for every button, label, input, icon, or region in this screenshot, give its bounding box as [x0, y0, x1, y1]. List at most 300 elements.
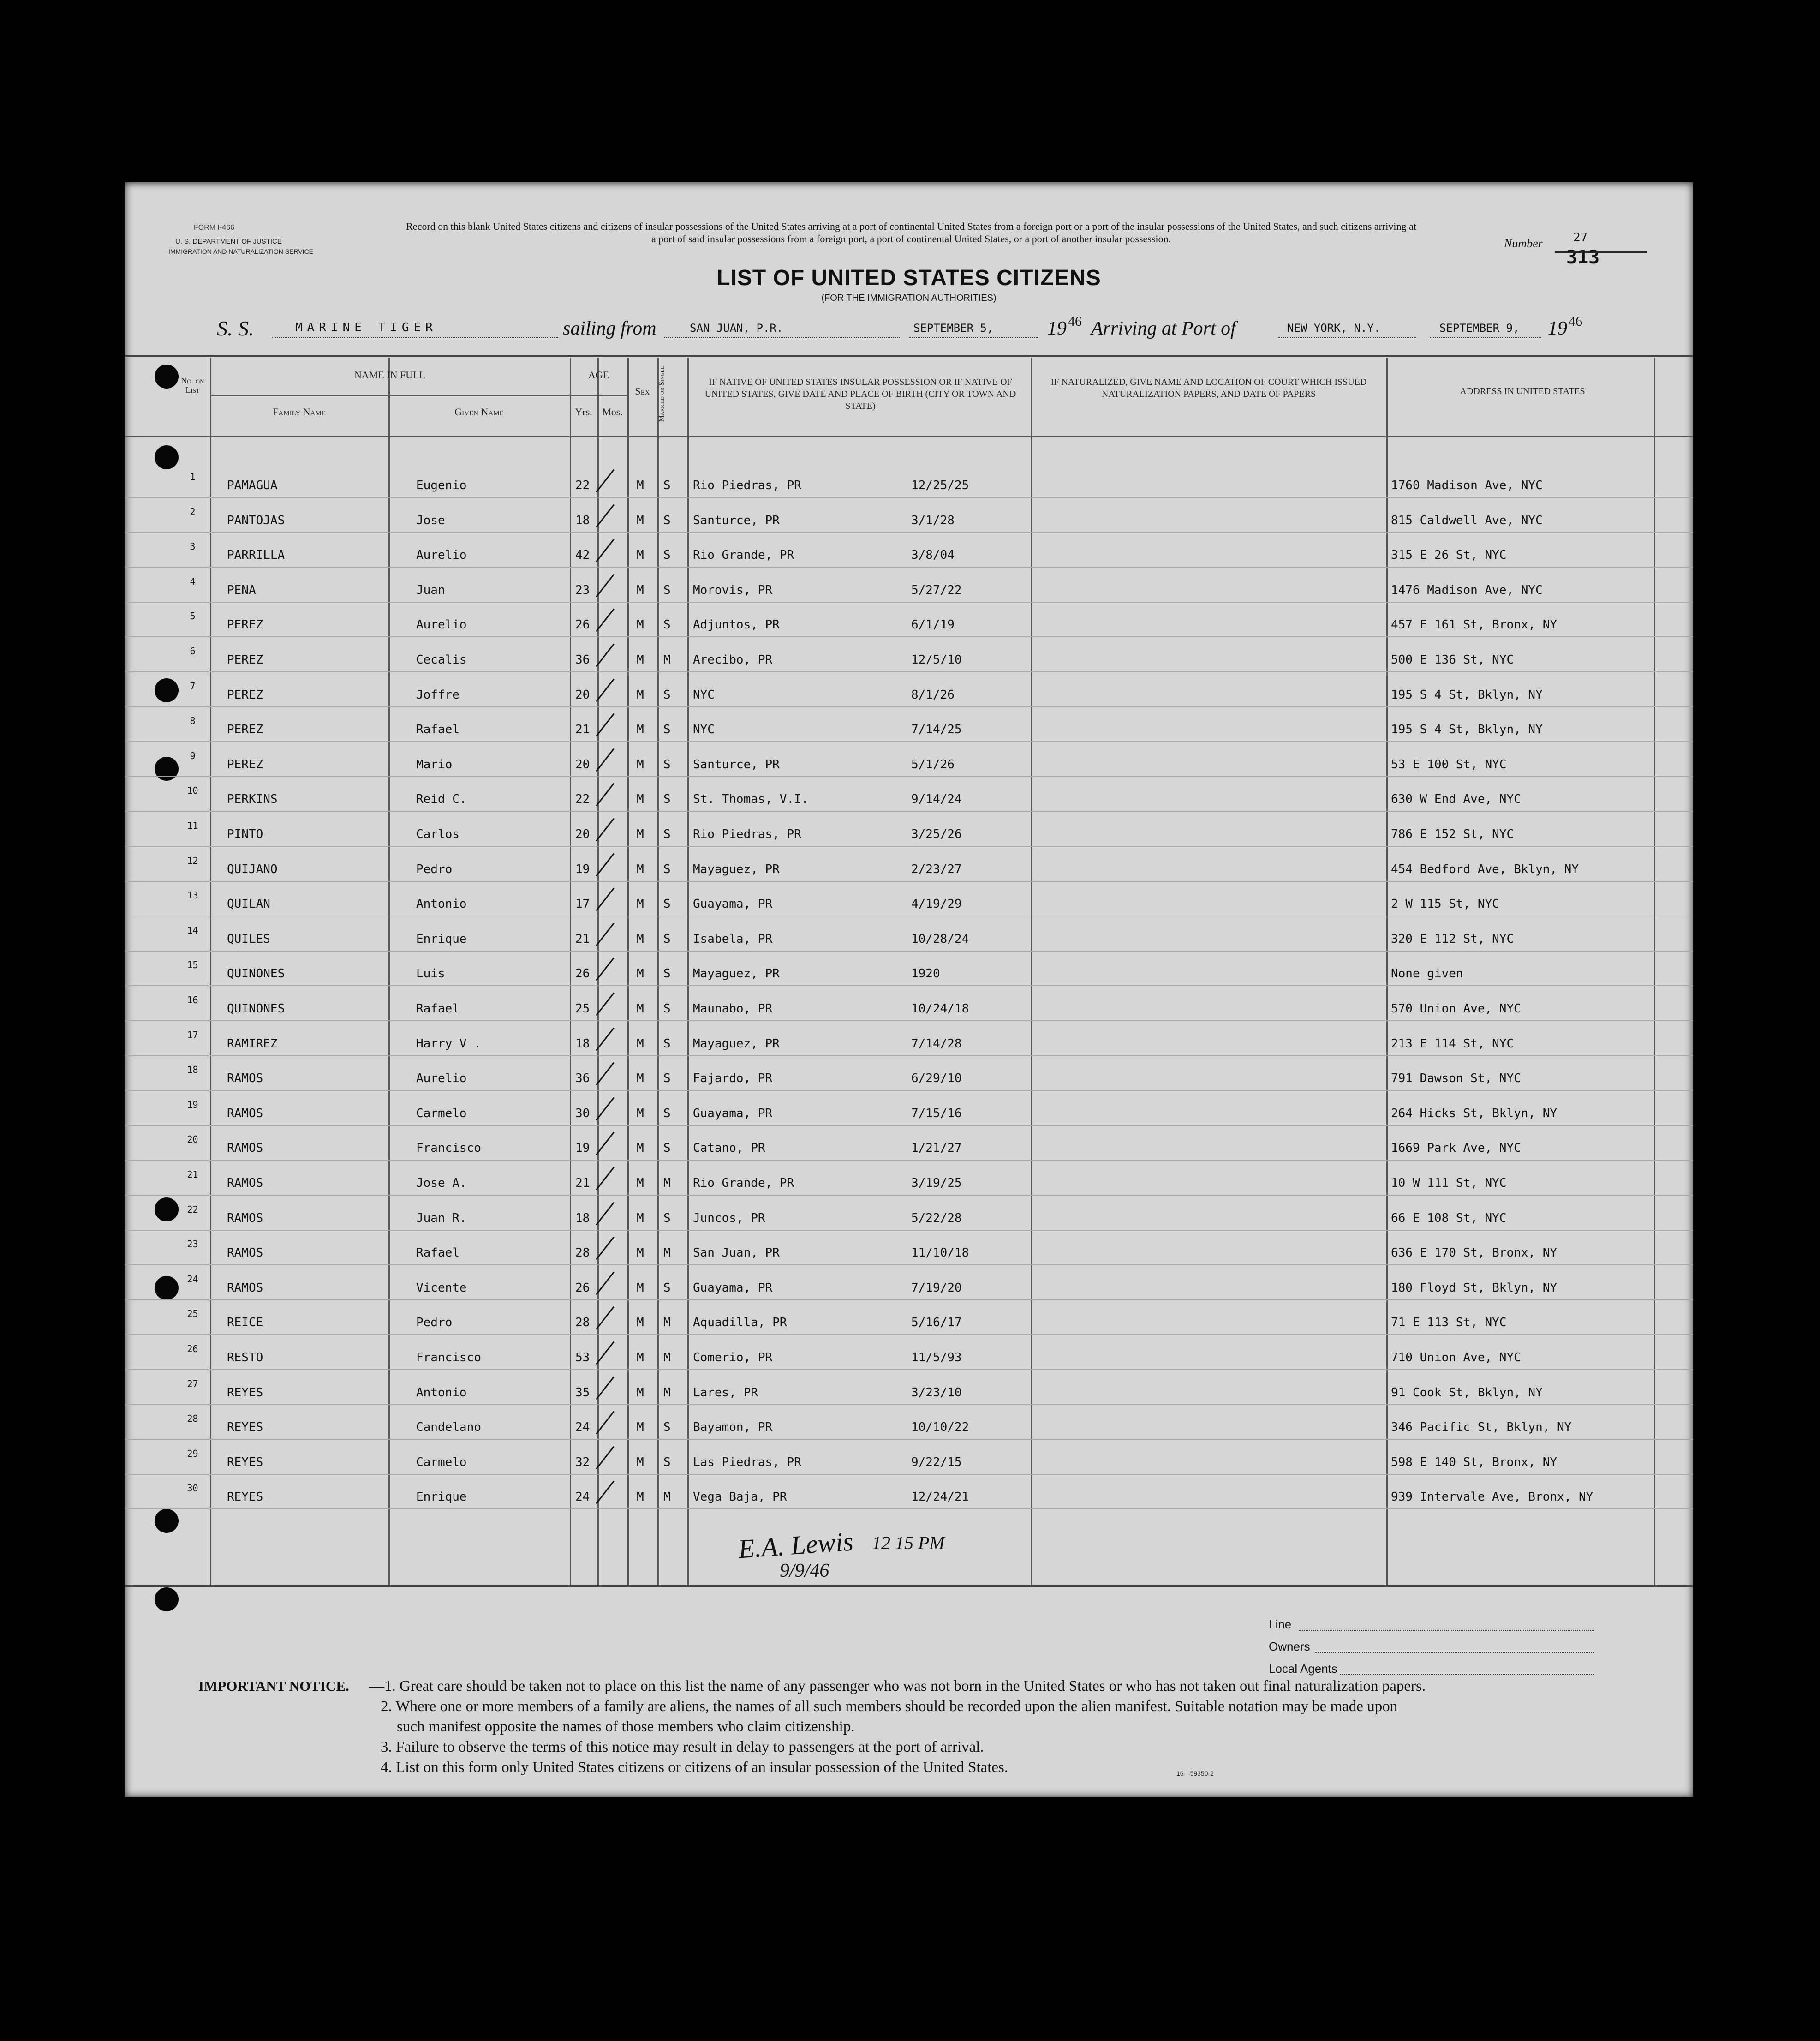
marital-status: S	[663, 1420, 671, 1435]
row-number: 16	[187, 994, 198, 1006]
sex: M	[637, 827, 644, 841]
age-years: 35	[575, 1385, 590, 1400]
birth-place: Adjuntos, PR	[693, 618, 780, 632]
age-years: 20	[575, 757, 590, 772]
address: 1669 Park Ave, NYC	[1391, 1141, 1521, 1155]
table-row	[125, 1267, 1693, 1302]
given-name: Enrique	[416, 1490, 467, 1504]
given-name: Luis	[416, 967, 445, 981]
row-number: 2	[190, 506, 196, 517]
ruled-line	[125, 671, 1693, 672]
address: 598 E 140 St, Bronx, NY	[1391, 1455, 1557, 1469]
sex: M	[637, 1281, 644, 1295]
family-name: RAMIREZ	[227, 1036, 278, 1051]
address: 195 S 4 St, Bklyn, NY	[1391, 723, 1543, 737]
ruled-line	[125, 706, 1693, 707]
given-name: Reid C.	[416, 792, 467, 807]
given-name: Antonio	[416, 1385, 467, 1400]
ship-name: MARINE TIGER	[295, 321, 437, 335]
marital-status: S	[663, 1141, 671, 1155]
sex: M	[637, 618, 644, 632]
table-row	[125, 1442, 1693, 1477]
table-row	[125, 778, 1693, 814]
sex: M	[637, 1246, 644, 1260]
sex: M	[637, 1385, 644, 1400]
address: 213 E 114 St, NYC	[1391, 1036, 1514, 1051]
age-years: 17	[575, 897, 590, 911]
table-row	[125, 1197, 1693, 1233]
birth-date: 3/25/26	[911, 827, 962, 841]
address: 457 E 161 St, Bronx, NY	[1391, 618, 1557, 632]
ship-underline	[272, 337, 558, 338]
given-name: Juan	[416, 583, 445, 597]
arrival-port: NEW YORK, N.Y.	[1287, 322, 1381, 335]
birth-date: 3/23/10	[911, 1385, 962, 1400]
row-number: 24	[187, 1273, 198, 1285]
family-name: RAMOS	[227, 1281, 263, 1295]
ruled-line	[125, 1195, 1693, 1196]
ruled-line	[125, 1055, 1693, 1056]
family-name: RAMOS	[227, 1176, 263, 1190]
marital-status: M	[663, 653, 671, 667]
check-mark	[596, 748, 615, 772]
col-header-age: AGE	[588, 369, 609, 381]
family-name: RAMOS	[227, 1071, 263, 1086]
family-name: RAMOS	[227, 1106, 263, 1120]
birth-place: Guayama, PR	[693, 1281, 773, 1295]
address: 939 Intervale Ave, Bronx, NY	[1391, 1490, 1593, 1504]
notice-3: 3. Failure to observe the terms of this notice may result in delay to passengers at the port of arrival.	[381, 1739, 984, 1755]
address: 264 Hicks St, Bklyn, NY	[1391, 1106, 1557, 1120]
table-row	[125, 814, 1693, 849]
table-row	[125, 1232, 1693, 1267]
form-instructions: Record on this blank United States citizens and citizens of insular possessions of the United States arriving at a port of continental United States from a foreign port or a port of the insular possessions of the United States, and such citizens arriving at a port of said insular possessions from a foreign port, a port of continental United States, or a port of another insular possession.	[406, 221, 1416, 245]
table-bottom-border	[125, 1585, 1693, 1587]
age-years: 28	[575, 1316, 590, 1330]
given-name: Antonio	[416, 897, 467, 911]
check-mark	[596, 1237, 615, 1260]
address: 346 Pacific St, Bklyn, NY	[1391, 1420, 1572, 1435]
col-header-yrs: Yrs.	[575, 406, 592, 418]
birth-place: Morovis, PR	[693, 583, 773, 597]
ruled-line	[125, 636, 1693, 637]
address: 636 E 170 St, Bronx, NY	[1391, 1246, 1557, 1260]
table-row	[125, 604, 1693, 639]
check-mark	[596, 609, 615, 632]
marital-status: M	[663, 1385, 671, 1400]
row-number: 1	[190, 471, 196, 482]
birth-date: 6/1/19	[911, 618, 955, 632]
ruled-line	[125, 602, 1693, 603]
notice-4: 4. List on this form only United States citizens or citizens of an insular possession of the United States.	[381, 1759, 1008, 1776]
family-name: RAMOS	[227, 1141, 263, 1155]
sex: M	[637, 862, 644, 876]
port-underline	[1278, 337, 1416, 338]
line-underline	[1299, 1630, 1594, 1631]
age-years: 22	[575, 479, 590, 492]
check-mark	[596, 1341, 615, 1365]
marital-status: S	[663, 583, 671, 597]
ruled-line	[125, 1334, 1693, 1335]
birth-date: 1/21/27	[911, 1141, 962, 1155]
given-name: Enrique	[416, 932, 467, 946]
service-label: IMMIGRATION AND NATURALIZATION SERVICE	[168, 248, 313, 255]
marital-status: M	[663, 1246, 671, 1260]
given-name: Vicente	[416, 1281, 467, 1295]
check-mark	[596, 1446, 615, 1469]
address: 180 Floyd St, Bklyn, NY	[1391, 1281, 1557, 1295]
table-row	[125, 500, 1693, 535]
row-number: 12	[187, 855, 198, 866]
ruled-line	[125, 1160, 1693, 1161]
marital-status: S	[663, 1106, 671, 1120]
number-top: 27	[1573, 231, 1588, 245]
birth-date: 10/10/22	[911, 1420, 969, 1435]
check-mark	[596, 644, 615, 667]
table-row	[125, 1093, 1693, 1128]
row-number: 23	[187, 1239, 198, 1250]
sex: M	[637, 1036, 644, 1051]
check-mark	[596, 783, 615, 807]
row-number: 27	[187, 1378, 198, 1389]
birth-place: Juncos, PR	[693, 1211, 765, 1225]
arrival-year: 46	[1569, 314, 1582, 329]
ruled-line	[125, 1264, 1693, 1265]
table-row	[125, 569, 1693, 605]
number-label: Number	[1504, 237, 1543, 250]
given-name: Aurelio	[416, 548, 467, 563]
row-number: 14	[187, 924, 198, 936]
check-mark	[596, 1411, 615, 1435]
birth-place: Guayama, PR	[693, 897, 773, 911]
marital-status: S	[663, 1036, 671, 1051]
sex: M	[637, 757, 644, 772]
age-years: 19	[575, 1141, 590, 1155]
table-row	[125, 1372, 1693, 1407]
marital-status: S	[663, 1002, 671, 1016]
birth-place: Arecibo, PR	[693, 653, 773, 667]
family-name: PEREZ	[227, 653, 263, 667]
age-years: 20	[575, 827, 590, 841]
col-header-naturalized: IF NATURALIZED, GIVE NAME AND LOCATION OF COURT WHICH ISSUED NATURALIZATION PAPERS, AND DATE OF PAPERS	[1050, 377, 1367, 399]
row-number: 19	[187, 1099, 198, 1110]
family-name: PINTO	[227, 827, 263, 841]
age-subheader-line	[570, 395, 627, 396]
marital-status: S	[663, 932, 671, 946]
col-header-address: ADDRESS IN UNITED STATES	[1460, 386, 1585, 396]
notice-2a: 2. Where one or more members of a family are aliens, the names of all such members should be recorded upon the alien manifest. Suitable notation may be made upon	[381, 1698, 1398, 1715]
age-years: 18	[575, 1211, 590, 1225]
marital-status: S	[663, 688, 671, 702]
age-years: 26	[575, 1281, 590, 1295]
ruled-line	[125, 1125, 1693, 1126]
age-years: 36	[575, 653, 590, 667]
table-row	[125, 953, 1693, 988]
given-name: Juan R.	[416, 1211, 467, 1225]
birth-date: 9/22/15	[911, 1455, 962, 1469]
ruled-line	[125, 1508, 1693, 1509]
check-mark	[596, 1376, 615, 1400]
arrival-date: SEPTEMBER 9,	[1439, 322, 1520, 335]
col-header-married: Married or Single	[658, 366, 666, 422]
marital-status: S	[663, 513, 671, 527]
table-row	[125, 534, 1693, 569]
address: 1760 Madison Ave, NYC	[1391, 479, 1543, 492]
family-name: PARRILLA	[227, 548, 285, 563]
birth-place: Rio Grande, PR	[693, 548, 794, 563]
address: 10 W 111 St, NYC	[1391, 1176, 1507, 1190]
birth-place: Mayaguez, PR	[693, 1036, 780, 1051]
table-row	[125, 1058, 1693, 1093]
family-name: QUILES	[227, 932, 270, 946]
arrival-underline	[1430, 337, 1541, 338]
age-years: 24	[575, 1420, 590, 1435]
address: 71 E 113 St, NYC	[1391, 1316, 1507, 1330]
birth-place: Las Piedras, PR	[693, 1455, 801, 1469]
owners-underline	[1315, 1652, 1594, 1653]
ruled-line	[125, 497, 1693, 498]
marital-status: S	[663, 862, 671, 876]
marital-status: S	[663, 757, 671, 772]
age-years: 19	[575, 862, 590, 876]
sex: M	[637, 1002, 644, 1016]
address: 91 Cook St, Bklyn, NY	[1391, 1385, 1543, 1400]
sex: M	[637, 688, 644, 702]
given-name: Carmelo	[416, 1455, 467, 1469]
manifest-page	[125, 182, 1693, 1797]
birth-place: St. Thomas, V.I.	[693, 792, 809, 807]
check-mark	[596, 818, 615, 842]
notice-1: —1. Great care should be taken not to place on this list the name of any passenger who was not born in the United States or who has not taken out final naturalization papers.	[369, 1678, 1426, 1694]
table-row	[125, 1127, 1693, 1162]
depart-underline	[909, 337, 1038, 338]
table-row	[125, 1302, 1693, 1337]
birth-date: 6/29/10	[911, 1071, 962, 1086]
age-years: 18	[575, 1036, 590, 1051]
sex: M	[637, 932, 644, 946]
birth-place: NYC	[693, 688, 715, 702]
row-number: 29	[187, 1448, 198, 1459]
marital-status: S	[663, 1211, 671, 1225]
family-name: QUILAN	[227, 897, 270, 911]
table-row	[125, 1023, 1693, 1058]
col-header-given-name: Given Name	[454, 406, 504, 418]
age-years: 26	[575, 967, 590, 981]
sex: M	[637, 479, 644, 492]
age-years: 21	[575, 1176, 590, 1190]
family-name: REYES	[227, 1455, 263, 1469]
row-number: 13	[187, 890, 198, 901]
sailing-underline	[664, 337, 900, 338]
given-name: Eugenio	[416, 479, 467, 492]
given-name: Pedro	[416, 1316, 453, 1330]
agents-underline	[1340, 1674, 1594, 1675]
ruled-line	[125, 1474, 1693, 1475]
marital-status: S	[663, 723, 671, 737]
check-mark	[596, 1062, 615, 1086]
family-name: PEREZ	[227, 757, 263, 772]
birth-place: Mayaguez, PR	[693, 967, 780, 981]
check-mark	[596, 504, 615, 527]
sex: M	[637, 583, 644, 597]
check-mark	[596, 1306, 615, 1330]
address: 815 Caldwell Ave, NYC	[1391, 513, 1543, 527]
birth-place: Catano, PR	[693, 1141, 765, 1155]
sex: M	[637, 1420, 644, 1435]
age-years: 32	[575, 1455, 590, 1469]
page-subtitle: (FOR THE IMMIGRATION AUTHORITIES)	[821, 293, 997, 303]
ss-label: S. S.	[217, 317, 254, 340]
ruled-line	[125, 1369, 1693, 1370]
age-years: 24	[575, 1490, 590, 1504]
birth-place: Guayama, PR	[693, 1106, 773, 1120]
table-row	[125, 639, 1693, 674]
given-name: Cecalis	[416, 653, 467, 667]
row-number: 3	[190, 541, 196, 552]
marital-status: S	[663, 897, 671, 911]
family-name: RAMOS	[227, 1211, 263, 1225]
family-name: PEREZ	[227, 723, 263, 737]
family-name: QUIJANO	[227, 862, 278, 876]
birth-date: 5/27/22	[911, 583, 962, 597]
given-name: Francisco	[416, 1141, 481, 1155]
inspection-time: 12 15 PM	[872, 1532, 945, 1553]
table-row	[125, 988, 1693, 1023]
check-mark	[596, 574, 615, 597]
age-years: 20	[575, 688, 590, 702]
punch-hole	[155, 1587, 179, 1611]
birth-place: Bayamon, PR	[693, 1420, 773, 1435]
check-mark	[596, 958, 615, 981]
col-header-birth: IF NATIVE OF UNITED STATES INSULAR POSSESSION OR IF NATIVE OF UNITED STATES, GIVE DATE AND PLACE OF BIRTH (CITY OR TOWN AND STATE)	[704, 377, 1016, 411]
ruled-line	[125, 1299, 1693, 1300]
marital-status: M	[663, 1351, 671, 1365]
department-label: U. S. DEPARTMENT OF JUSTICE	[175, 238, 282, 245]
age-years: 18	[575, 513, 590, 527]
table-row	[125, 709, 1693, 744]
sex: M	[637, 1490, 644, 1504]
punch-hole	[155, 365, 179, 389]
given-name: Rafael	[416, 1246, 459, 1260]
ruled-line	[125, 1404, 1693, 1405]
sex: M	[637, 792, 644, 807]
ruled-line	[125, 1439, 1693, 1440]
marital-status: S	[663, 1455, 671, 1469]
address: 315 E 26 St, NYC	[1391, 548, 1507, 563]
marital-status: S	[663, 1281, 671, 1295]
sex: M	[637, 1176, 644, 1190]
birth-date: 12/5/10	[911, 653, 962, 667]
ruled-line	[125, 741, 1693, 742]
given-name: Francisco	[416, 1351, 481, 1365]
row-number: 8	[190, 715, 196, 727]
row-number: 18	[187, 1064, 198, 1076]
check-mark	[596, 1271, 615, 1295]
arriving-label: Arriving at Port of	[1091, 318, 1236, 339]
check-mark	[596, 1167, 615, 1191]
birth-date: 7/14/28	[911, 1036, 962, 1051]
birth-date: 10/24/18	[911, 1002, 969, 1016]
col-header-sex: Sex	[635, 385, 650, 397]
family-name: QUINONES	[227, 1002, 285, 1016]
family-name: QUINONES	[227, 967, 285, 981]
birth-place: San Juan, PR	[693, 1246, 780, 1260]
marital-status: S	[663, 548, 671, 563]
ruled-line	[125, 532, 1693, 533]
family-name: PERKINS	[227, 792, 278, 807]
birth-date: 2/23/27	[911, 862, 962, 876]
number-underline	[1555, 251, 1647, 253]
family-name: REYES	[227, 1490, 263, 1504]
age-years: 42	[575, 548, 590, 563]
row-number: 11	[187, 820, 198, 831]
depart-year-prefix: 19	[1047, 318, 1067, 339]
check-mark	[596, 1202, 615, 1225]
depart-date: SEPTEMBER 5,	[913, 322, 994, 335]
family-name: REYES	[227, 1420, 263, 1435]
row-number: 17	[187, 1029, 198, 1041]
number-main: 313	[1566, 247, 1600, 268]
age-years: 21	[575, 723, 590, 737]
sex: M	[637, 653, 644, 667]
birth-date: 8/1/26	[911, 688, 955, 702]
marital-status: M	[663, 1490, 671, 1504]
check-mark	[596, 1027, 615, 1051]
family-name: PEREZ	[227, 618, 263, 632]
given-name: Candelano	[416, 1420, 481, 1435]
birth-place: Comerio, PR	[693, 1351, 773, 1365]
given-name: Joffre	[416, 688, 459, 702]
check-mark	[596, 539, 615, 563]
form-number: FORM I-466	[194, 224, 235, 232]
given-name: Carmelo	[416, 1106, 467, 1120]
row-number: 10	[187, 785, 198, 796]
punch-hole	[155, 1509, 179, 1533]
address: 195 S 4 St, Bklyn, NY	[1391, 688, 1543, 702]
address: 320 E 112 St, NYC	[1391, 932, 1514, 946]
birth-place: Santurce, PR	[693, 757, 780, 772]
table-top-border	[125, 355, 1693, 357]
age-years: 30	[575, 1106, 590, 1120]
row-number: 9	[190, 750, 196, 761]
sex: M	[637, 513, 644, 527]
row-number: 6	[190, 646, 196, 657]
birth-date: 10/28/24	[911, 932, 969, 946]
address: 791 Dawson St, NYC	[1391, 1071, 1521, 1086]
sex: M	[637, 548, 644, 563]
ruled-line	[125, 985, 1693, 986]
row-number: 4	[190, 575, 196, 587]
given-name: Rafael	[416, 1002, 459, 1016]
age-years: 21	[575, 932, 590, 946]
birth-place: Rio Piedras, PR	[693, 827, 801, 841]
table-row	[125, 849, 1693, 884]
col-header-mos: Mos.	[602, 406, 623, 418]
table-row	[125, 1337, 1693, 1372]
given-name: Aurelio	[416, 1071, 467, 1086]
check-mark	[596, 713, 615, 737]
family-name: PAMAGUA	[227, 479, 278, 492]
marital-status: M	[663, 1176, 671, 1190]
birth-date: 7/19/20	[911, 1281, 962, 1295]
sex: M	[637, 723, 644, 737]
notice-title: IMPORTANT NOTICE.	[198, 1678, 349, 1694]
age-years: 28	[575, 1246, 590, 1260]
birth-place: Mayaguez, PR	[693, 862, 780, 876]
sex: M	[637, 1071, 644, 1086]
check-mark	[596, 888, 615, 911]
birth-date: 12/24/21	[911, 1490, 969, 1504]
